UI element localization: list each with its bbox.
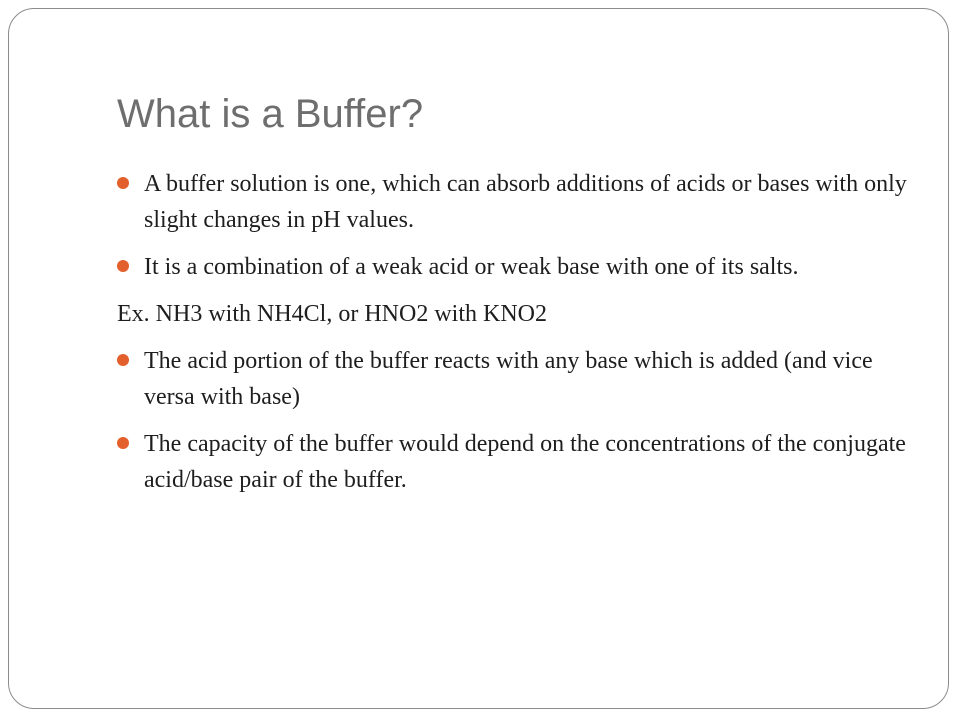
bullet-icon — [117, 354, 129, 366]
bullet-item — [117, 426, 917, 498]
bullet-item — [117, 249, 917, 285]
bullet-text: A buffer solution is one, which can absorb additions of acids or bases with only slight changes in pH values. — [144, 171, 907, 233]
bullet-item — [117, 166, 917, 238]
example-text: Ex. NH3 with NH4Cl, or HNO2 with KNO2 — [117, 301, 547, 327]
bullet-text: It is a combination of a weak acid or weak base with one of its salts. — [144, 254, 799, 280]
bullet-icon — [117, 177, 129, 189]
slide-body — [117, 166, 917, 509]
bullet-text: The acid portion of the buffer reacts with any base which is added (and vice versa with base) — [144, 348, 873, 410]
example-line — [117, 296, 917, 332]
bullet-item — [117, 343, 917, 415]
bullet-icon — [117, 260, 129, 272]
slide — [8, 8, 949, 709]
bullet-text: The capacity of the buffer would depend on the concentrations of the conjugate acid/base pair of the buffer. — [144, 431, 906, 493]
bullet-icon — [117, 437, 129, 449]
slide-title: What is a Buffer? — [117, 92, 424, 136]
